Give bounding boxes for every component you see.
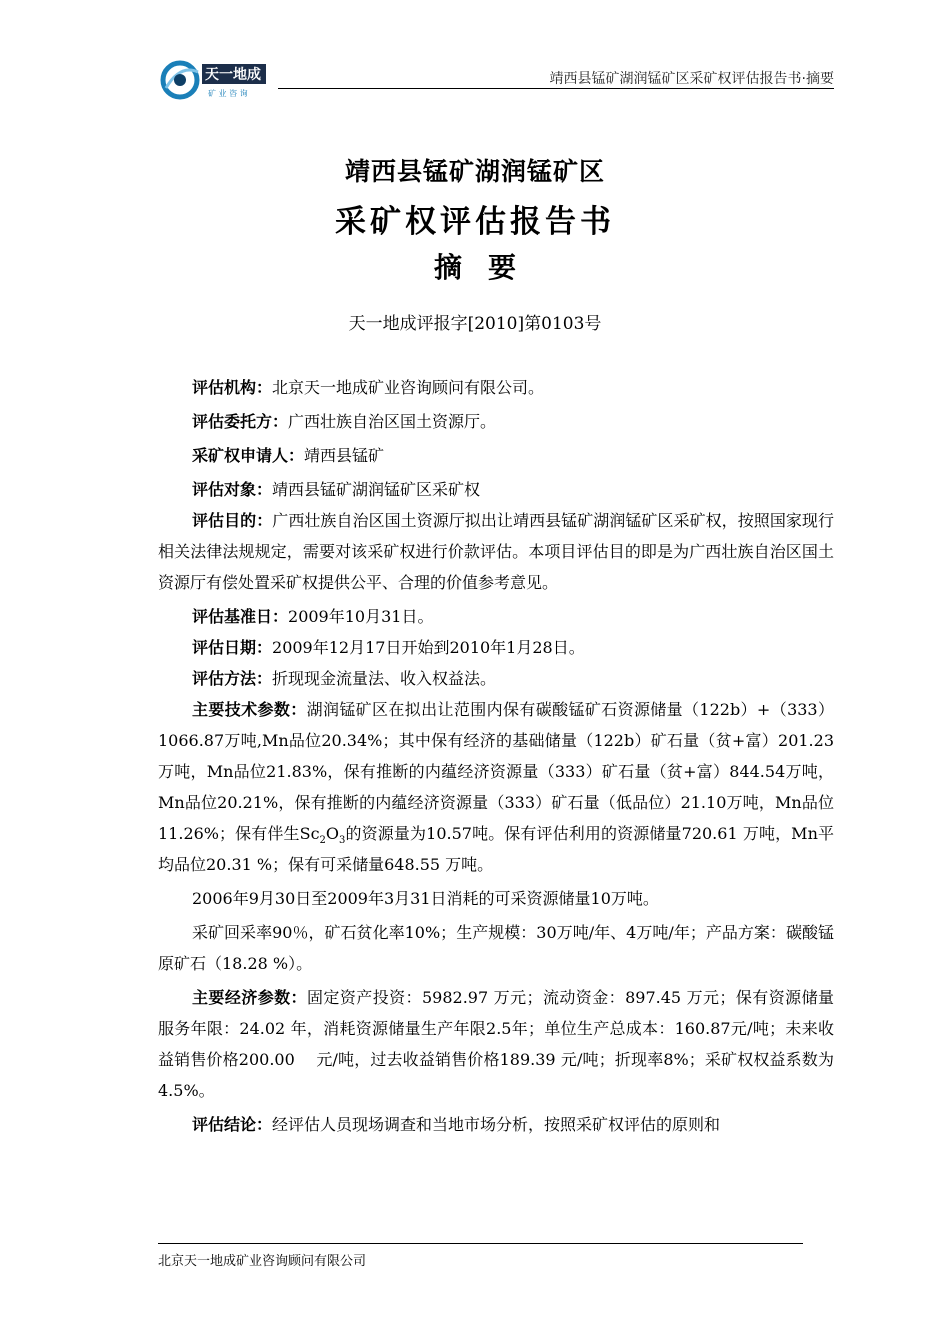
footer-company: 北京天一地成矿业咨询顾问有限公司 — [158, 1254, 367, 1269]
field-object — [158, 474, 834, 505]
footer-rule — [158, 1243, 803, 1244]
field-base-date — [158, 601, 834, 632]
report-title-line1: 靖西县锰矿湖润锰矿区 — [344, 157, 605, 186]
field-client — [158, 406, 834, 437]
header-title: 靖西县锰矿湖润锰矿区采矿权评估报告书·摘要 — [549, 71, 834, 87]
value: 的资源量为10.57吨。保有评估利用的资源储量720.61 万吨，Mn平均品位20.31 %；保有可采储量648.55 万吨。 — [158, 824, 834, 874]
field-tech-params — [158, 694, 834, 880]
value: 靖西县锰矿 — [304, 446, 385, 465]
value: 靖西县锰矿湖润锰矿区采矿权 — [272, 480, 481, 499]
subscript: 3 — [339, 835, 346, 847]
header-rule — [278, 88, 834, 89]
field-econ-params — [158, 982, 834, 1106]
logo-text: 天一地成 — [205, 67, 261, 83]
value: 2009年10月31日。 — [288, 607, 434, 626]
label: 评估基准日： — [192, 607, 289, 626]
document-number: 天一地成评报字[2010]第0103号 — [348, 314, 602, 334]
report-title-line2: 采矿权评估报告书 — [335, 204, 615, 240]
logo-subtext: 矿 业 咨 询 — [208, 89, 248, 98]
label: 主要技术参数： — [192, 700, 307, 719]
report-body — [158, 372, 834, 1140]
field-applicant — [158, 440, 834, 471]
label: 评估对象： — [192, 480, 273, 499]
value: 湖润锰矿区在拟出让范围内保有碳酸锰矿石资源储量（122b）+（333）1066.87万吨,Mn品位20.34%；其中保有经济的基础储量（122b）矿石量（贫+富）201.23万吨，Mn品位21.83%，保有推断的内蕴经济资源量（333）矿石量（贫+富）844.54万吨，Mn品位20.21%，保有推断的内蕴经济资源量（333）矿石量（低品位）21.10万吨，Mn品位11.26%；保有伴生Sc — [158, 700, 834, 843]
field-purpose — [158, 505, 834, 598]
field-conclusion — [158, 1109, 834, 1140]
value: 固定资产投资：5982.97 万元；流动资金：897.45 万元；保有资源储量服务年限：24.02 年，消耗资源储量生产年限2.5年；单位生产总成本：160.87元/吨；未来收益销售价格200.00 元/吨，过去收益销售价格189.39 元/吨；折现率8%；采矿权权益系数为4.5%。 — [158, 988, 834, 1100]
value: O — [325, 824, 340, 843]
label: 评估日期： — [192, 638, 273, 657]
value: 2009年12月17日开始到2010年1月28日。 — [272, 638, 585, 657]
label: 评估目的： — [192, 511, 273, 530]
label: 主要经济参数： — [192, 988, 307, 1007]
subscript: 2 — [319, 835, 326, 847]
report-title-summary: 摘要 — [433, 251, 542, 284]
value: 广西壮族自治区国土资源厅。 — [288, 412, 497, 431]
field-method — [158, 663, 834, 694]
paragraph-consumed: 2006年9月30日至2009年3月31日消耗的可采资源储量10万吨。 — [192, 889, 659, 908]
label: 评估机构： — [192, 378, 273, 397]
label: 评估委托方： — [192, 412, 289, 431]
label: 评估方法： — [192, 669, 273, 688]
paragraph-recovery: 采矿回采率90％，矿石贫化率10%；生产规模：30万吨/年、4万吨/年；产品方案：碳酸锰原矿石（18.28 %）。 — [158, 923, 834, 973]
label: 采矿权申请人： — [192, 446, 305, 465]
field-agency — [158, 372, 834, 403]
value: 折现现金流量法、收入权益法。 — [272, 669, 497, 688]
value: 北京天一地成矿业咨询顾问有限公司。 — [272, 378, 545, 397]
field-eval-date — [158, 632, 834, 663]
value: 广西壮族自治区国土资源厅拟出让靖西县锰矿湖润锰矿区采矿权，按照国家现行相关法律法规规定，需要对该采矿权进行价款评估。本项目评估目的即是为广西壮族自治区国土资源厅有偿处置采矿权提供公平、合理的价值参考意见。 — [158, 511, 834, 592]
company-logo — [158, 58, 270, 102]
label: 评估结论： — [192, 1115, 273, 1134]
page-header — [158, 58, 834, 102]
value: 经评估人员现场调查和当地市场分析，按照采矿权评估的原则和 — [272, 1115, 721, 1134]
